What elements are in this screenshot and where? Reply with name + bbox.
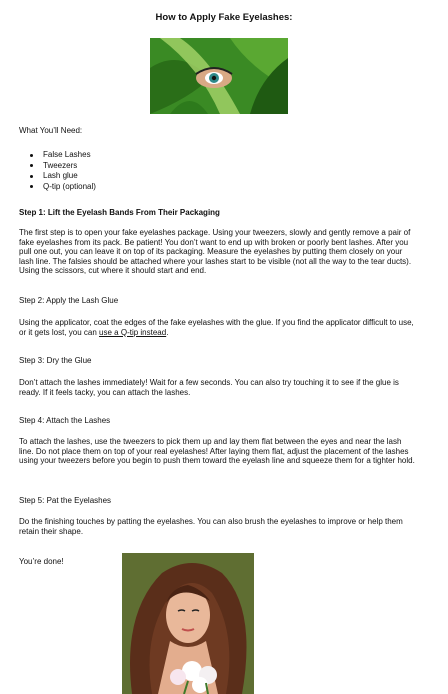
list-item: Tweezers: [27, 161, 96, 172]
list-item: False Lashes: [27, 150, 96, 161]
supplies-list: [27, 150, 96, 192]
document-title: How to Apply Fake Eyelashes:: [155, 12, 293, 23]
woman-with-flowers-image: [122, 553, 254, 694]
step-1-heading: Step 1: Lift the Eyelash Bands From Their Packaging: [19, 208, 220, 217]
list-item: Q-tip (optional): [27, 182, 96, 193]
step-2-text: Using the applicator, coat the edges of the fake eyelashes with the glue. If you find the applicator difficult to use, or it gets lost, you can use a Q-tip instead.: [19, 318, 414, 337]
step-2-heading: Step 2: Apply the Lash Glue: [19, 296, 119, 305]
step-4-heading: Step 4: Attach the Lashes: [19, 416, 111, 425]
step-5-text: Do the finishing touches by patting the eyelashes. You can also brush the eyelashes to improve or help them retain their shape.: [19, 517, 403, 536]
closing-text: You’re done!: [19, 557, 64, 566]
eye-through-leaves-image: [150, 38, 288, 114]
list-item: Lash glue: [27, 171, 96, 182]
step-1-text: The first step is to open your fake eyelashes package. Using your tweezers, slowly and gently remove a pair of fake eyelashes from its pack. Be patient! You don’t want to end up with broken or poorly bent lashes. After you pull one out, you can leave it on top of its packaging. Measure the eyelashes by putting them closely on your lash line. The falsies should be attached where your lashes start to be visible (not all the way to the tear ducts). Using the scissors, cut where it should start and end.: [19, 228, 412, 276]
q-tip-link[interactable]: use a Q-tip instead: [99, 327, 167, 337]
step-3-heading: Step 3: Dry the Glue: [19, 356, 92, 365]
step-4-text: To attach the lashes, use the tweezers to pick them up and lay them flat between the eyes and near the lash line. Do not place them on top of your real eyelashes! After laying them flat, adjust the placement of the lashes using your tweezers before you begin to push them toward the eyelash line and squeeze them for a tighter hold.: [19, 437, 415, 466]
step-5-heading: Step 5: Pat the Eyelashes: [19, 496, 112, 505]
step-3-text: Don’t attach the lashes immediately! Wait for a few seconds. You can also try touching it to see if the glue is ready. If it feels tacky, you can attach the lashes.: [19, 378, 399, 397]
what-you-need-heading: What You’ll Need:: [19, 126, 83, 135]
